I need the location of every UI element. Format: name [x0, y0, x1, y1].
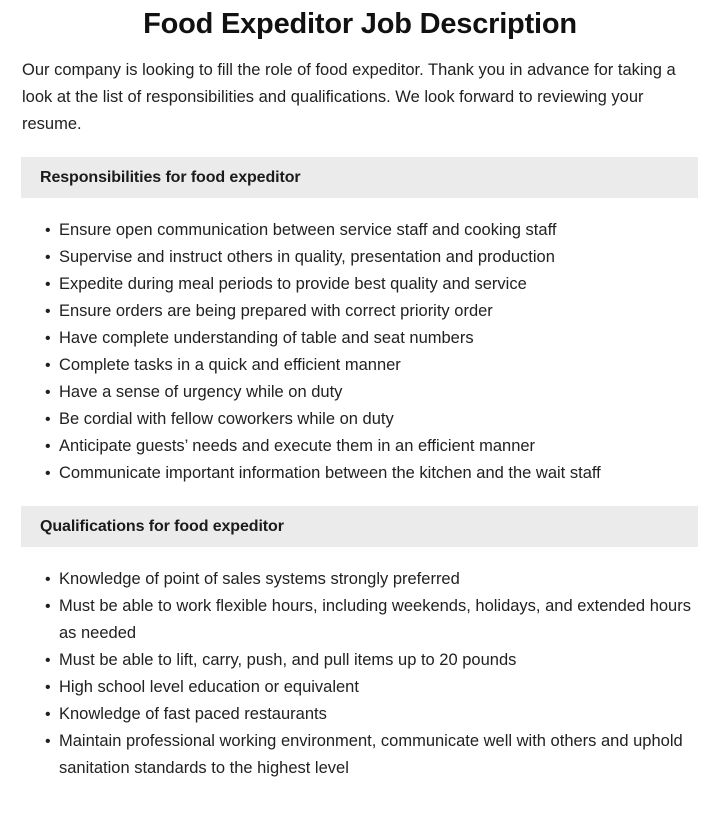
- intro-paragraph: Our company is looking to fill the role of food expeditor. Thank you in advance for taking a look at the list of responsibilities and qualifications. We look forward to reviewing your resume.: [22, 61, 676, 133]
- list-item: • Have complete understanding of table and seat numbers: [45, 325, 695, 352]
- list-item: • Expedite during meal periods to provide best quality and service: [45, 271, 695, 298]
- list-item: • Complete tasks in a quick and efficient manner: [45, 352, 695, 379]
- qualifications-section: [0, 506, 720, 782]
- list-item: • Have a sense of urgency while on duty: [45, 379, 695, 406]
- list-item: • High school level education or equivalent: [45, 674, 695, 701]
- list-item: • Knowledge of fast paced restaurants: [45, 701, 695, 728]
- responsibilities-header-text: Responsibilities for food expeditor: [40, 168, 301, 186]
- list-item: • Anticipate guests’ needs and execute them in an efficient manner: [45, 433, 695, 460]
- list-item: • Must be able to lift, carry, push, and pull items up to 20 pounds: [45, 647, 695, 674]
- list-item: • Ensure orders are being prepared with correct priority order: [45, 298, 695, 325]
- page-title: Food Expeditor Job Description: [143, 8, 577, 40]
- list-item: • Be cordial with fellow coworkers while on duty: [45, 406, 695, 433]
- responsibilities-section: [0, 157, 720, 487]
- list-item: • Supervise and instruct others in quality, presentation and production: [45, 244, 695, 271]
- qualifications-list: [0, 547, 720, 782]
- qualifications-header-text: Qualifications for food expeditor: [40, 517, 284, 535]
- list-item: • Communicate important information between the kitchen and the wait staff: [45, 460, 695, 487]
- list-item: • Must be able to work flexible hours, including weekends, holidays, and extended hours as needed: [45, 593, 695, 647]
- list-item: • Ensure open communication between service staff and cooking staff: [45, 217, 695, 244]
- responsibilities-list: [0, 198, 720, 487]
- list-item: • Maintain professional working environment, communicate well with others and uphold sanitation standards to the highest level: [45, 728, 695, 782]
- qualifications-header-bar: [21, 506, 698, 547]
- responsibilities-header-bar: [21, 157, 698, 198]
- list-item: • Knowledge of point of sales systems strongly preferred: [45, 566, 695, 593]
